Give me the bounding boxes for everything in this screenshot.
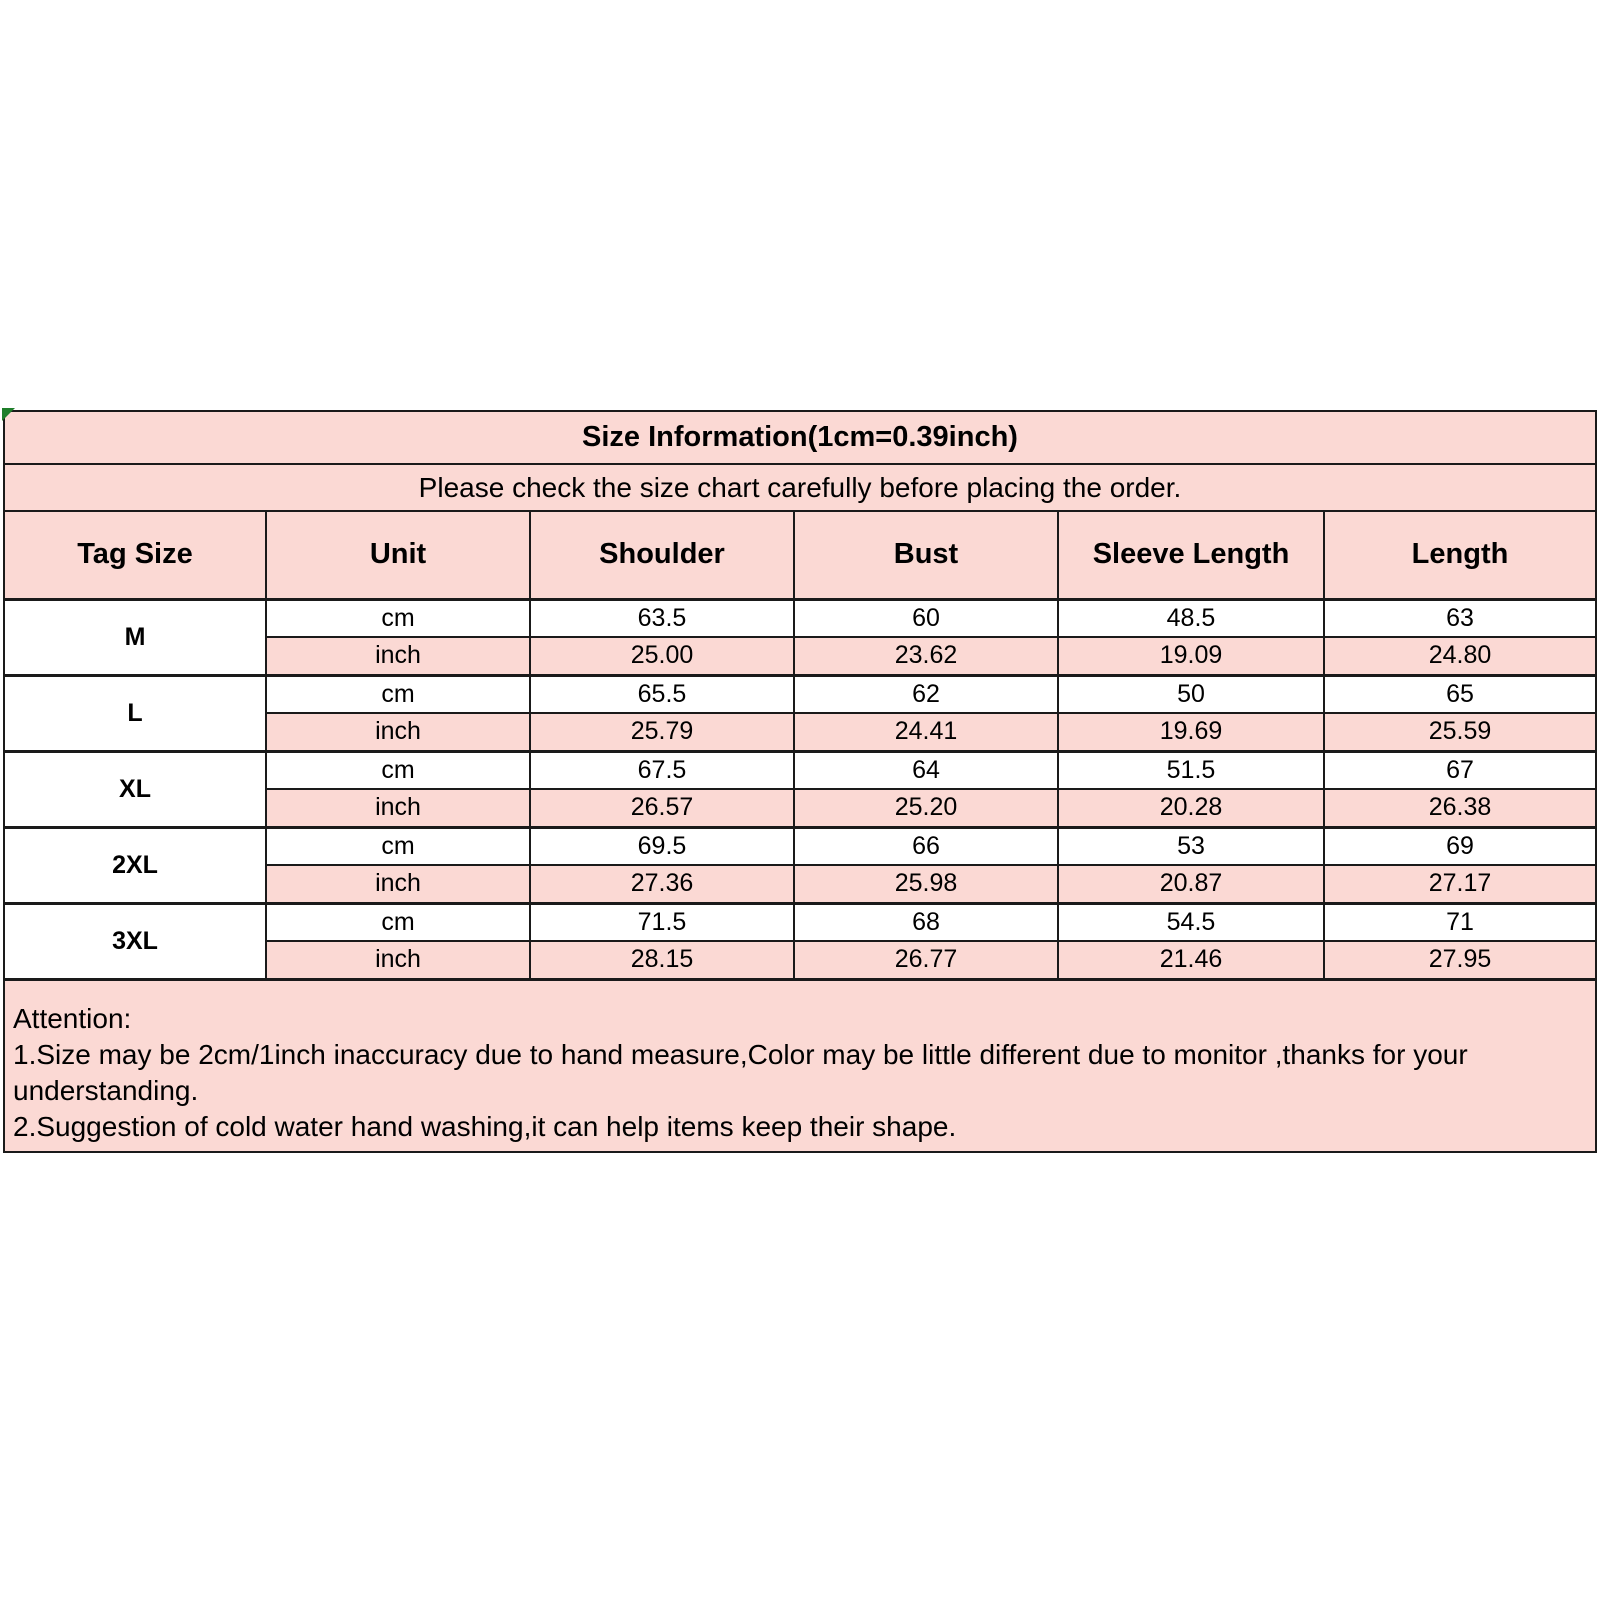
size-row-m-cm (4, 599, 1596, 637)
value-cell-xl-inch-length: 26.38 (1324, 789, 1596, 827)
column-header-row (4, 511, 1596, 599)
unit-cell-inch: inch (266, 865, 530, 903)
value-cell-2xl-cm-bust: 66 (794, 827, 1058, 865)
size-chart-table (3, 410, 1597, 1153)
unit-cell-inch: inch (266, 637, 530, 675)
unit-cell-cm: cm (266, 827, 530, 865)
column-header-unit: Unit (266, 511, 530, 599)
title-row (4, 411, 1596, 464)
value-cell-3xl-inch-length: 27.95 (1324, 941, 1596, 979)
unit-cell-inch: inch (266, 941, 530, 979)
value-cell-l-inch-length: 25.59 (1324, 713, 1596, 751)
tag-cell-2xl: 2XL (4, 827, 266, 903)
value-cell-3xl-cm-length: 71 (1324, 903, 1596, 941)
tag-cell-3xl: 3XL (4, 903, 266, 979)
value-cell-3xl-cm-sleeve: 54.5 (1058, 903, 1324, 941)
unit-cell-cm: cm (266, 599, 530, 637)
unit-cell-cm: cm (266, 903, 530, 941)
value-cell-xl-inch-shoulder: 26.57 (530, 789, 794, 827)
attention-line-2: 2.Suggestion of cold water hand washing,it can help items keep their shape. (13, 1110, 957, 1142)
attention-line-1: 1.Size may be 2cm/1inch inaccuracy due to hand measure,Color may be little different due to monitor ,thanks for your (13, 1038, 1468, 1070)
value-cell-xl-cm-shoulder: 67.5 (530, 751, 794, 789)
column-header-tag-size: Tag Size (4, 511, 266, 599)
value-cell-xl-inch-sleeve: 20.28 (1058, 789, 1324, 827)
value-cell-m-cm-shoulder: 63.5 (530, 599, 794, 637)
size-row-3xl-cm (4, 903, 1596, 941)
value-cell-xl-inch-bust: 25.20 (794, 789, 1058, 827)
value-cell-l-cm-length: 65 (1324, 675, 1596, 713)
tag-cell-xl: XL (4, 751, 266, 827)
attention-row (4, 979, 1596, 1152)
table-subtitle: Please check the size chart carefully before placing the order. (4, 464, 1596, 511)
column-header-bust: Bust (794, 511, 1058, 599)
value-cell-m-cm-length: 63 (1324, 599, 1596, 637)
value-cell-2xl-cm-length: 69 (1324, 827, 1596, 865)
value-cell-3xl-inch-bust: 26.77 (794, 941, 1058, 979)
value-cell-3xl-cm-shoulder: 71.5 (530, 903, 794, 941)
tag-cell-m: M (4, 599, 266, 675)
value-cell-xl-cm-length: 67 (1324, 751, 1596, 789)
unit-cell-inch: inch (266, 789, 530, 827)
value-cell-3xl-inch-sleeve: 21.46 (1058, 941, 1324, 979)
column-header-length: Length (1324, 511, 1596, 599)
unit-cell-cm: cm (266, 751, 530, 789)
value-cell-l-inch-shoulder: 25.79 (530, 713, 794, 751)
subtitle-row (4, 464, 1596, 511)
tag-cell-l: L (4, 675, 266, 751)
attention-heading: Attention: (13, 1002, 132, 1034)
value-cell-3xl-cm-bust: 68 (794, 903, 1058, 941)
value-cell-2xl-cm-shoulder: 69.5 (530, 827, 794, 865)
value-cell-m-cm-bust: 60 (794, 599, 1058, 637)
green-corner-mark (2, 408, 15, 421)
value-cell-2xl-inch-bust: 25.98 (794, 865, 1058, 903)
value-cell-l-inch-bust: 24.41 (794, 713, 1058, 751)
value-cell-m-inch-shoulder: 25.00 (530, 637, 794, 675)
value-cell-m-inch-bust: 23.62 (794, 637, 1058, 675)
size-row-l-cm (4, 675, 1596, 713)
value-cell-2xl-inch-sleeve: 20.87 (1058, 865, 1324, 903)
column-header-shoulder: Shoulder (530, 511, 794, 599)
value-cell-m-cm-sleeve: 48.5 (1058, 599, 1324, 637)
value-cell-l-cm-sleeve: 50 (1058, 675, 1324, 713)
unit-cell-inch: inch (266, 713, 530, 751)
column-header-sleeve-length: Sleeve Length (1058, 511, 1324, 599)
value-cell-xl-cm-bust: 64 (794, 751, 1058, 789)
value-cell-3xl-inch-shoulder: 28.15 (530, 941, 794, 979)
value-cell-m-inch-length: 24.80 (1324, 637, 1596, 675)
value-cell-xl-cm-sleeve: 51.5 (1058, 751, 1324, 789)
attention-note (4, 979, 1596, 1152)
value-cell-2xl-cm-sleeve: 53 (1058, 827, 1324, 865)
table-title: Size Information(1cm=0.39inch) (4, 411, 1596, 464)
value-cell-l-inch-sleeve: 19.69 (1058, 713, 1324, 751)
value-cell-l-cm-bust: 62 (794, 675, 1058, 713)
value-cell-2xl-inch-length: 27.17 (1324, 865, 1596, 903)
value-cell-l-cm-shoulder: 65.5 (530, 675, 794, 713)
attention-line-1-cont: understanding. (13, 1074, 199, 1106)
value-cell-2xl-inch-shoulder: 27.36 (530, 865, 794, 903)
size-row-2xl-cm (4, 827, 1596, 865)
unit-cell-cm: cm (266, 675, 530, 713)
value-cell-m-inch-sleeve: 19.09 (1058, 637, 1324, 675)
size-row-xl-cm (4, 751, 1596, 789)
